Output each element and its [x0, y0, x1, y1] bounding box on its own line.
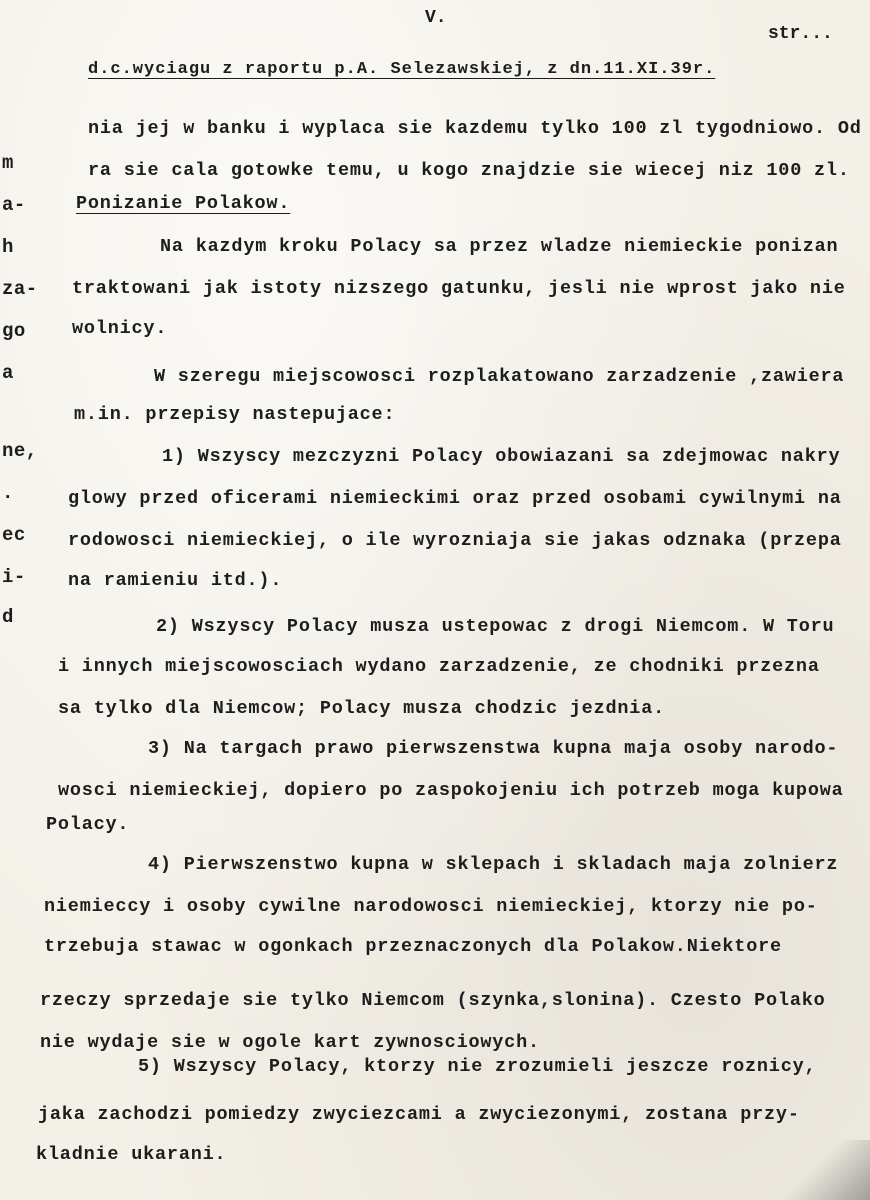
text-line: trzebuja stawac w ogonkach przeznaczonych dla Polakow.Niektore	[44, 936, 782, 957]
text-line: wosci niemieckiej, dopiero po zaspokojeniu ich potrzeb moga kupowa	[58, 780, 844, 801]
text-line: na ramieniu itd.).	[68, 570, 283, 591]
page-label: str...	[768, 24, 833, 44]
margin-fragment: a-	[2, 194, 26, 216]
text-line: traktowani jak istoty nizszego gatunku, jesli nie wprost jako nie	[72, 278, 846, 299]
text-line: 1) Wszyscy mezczyzni Polacy obowiazani sa zdejmowac nakry	[162, 446, 841, 467]
page-marker: V.	[425, 8, 447, 28]
left-margin	[0, 0, 48, 1200]
text-line: kladnie ukarani.	[36, 1144, 227, 1165]
margin-fragment: i-	[2, 566, 26, 588]
document-header: d.c.wyciagu z raportu p.A. Selezawskiej, z dn.11.XI.39r.	[88, 60, 716, 79]
text-line: 5) Wszyscy Polacy, ktorzy nie zrozumieli jeszcze roznicy,	[138, 1056, 817, 1077]
text-line: m.in. przepisy nastepujace:	[74, 404, 396, 425]
text-line: niemieccy i osoby cywilne narodowosci niemieckiej, ktorzy nie po-	[44, 896, 818, 917]
text-line: sa tylko dla Niemcow; Polacy musza chodzic jezdnia.	[58, 698, 665, 719]
margin-fragment: .	[2, 482, 14, 504]
text-line: W szeregu miejscowosci rozplakatowano zarzadzenie ,zawiera	[154, 366, 845, 387]
section-heading: Ponizanie Polakow.	[76, 193, 291, 214]
margin-fragment: za-	[2, 278, 38, 300]
text-line: nie wydaje sie w ogole kart zywnosciowych.	[40, 1032, 540, 1053]
margin-fragment: ne,	[2, 440, 38, 462]
text-line: jaka zachodzi pomiedzy zwyciezcami a zwyciezonymi, zostana przy-	[38, 1104, 800, 1125]
text-line: ra sie cala gotowke temu, u kogo znajdzie sie wiecej niz 100 zl.	[88, 160, 850, 181]
text-line: glowy przed oficerami niemieckimi oraz przed osobami cywilnymi na	[68, 488, 842, 509]
text-line: Polacy.	[46, 814, 130, 835]
text-line: wolnicy.	[72, 318, 168, 339]
text-line: rzeczy sprzedaje sie tylko Niemcom (szynka,slonina). Czesto Polako	[40, 990, 826, 1011]
margin-fragment: h	[2, 236, 14, 258]
text-line: 4) Pierwszenstwo kupna w sklepach i skladach maja zolnierz	[148, 854, 839, 875]
text-line: 2) Wszyscy Polacy musza ustepowac z drogi Niemcom. W Toru	[156, 616, 835, 637]
text-line: Na kazdym kroku Polacy sa przez wladze niemieckie ponizan	[160, 236, 839, 257]
margin-fragment: d	[2, 606, 14, 628]
text-line: rodowosci niemieckiej, o ile wyrozniaja sie jakas odznaka (przepa	[68, 530, 842, 551]
margin-fragment: m	[2, 152, 14, 174]
margin-fragment: a	[2, 362, 14, 384]
margin-fragment: go	[2, 320, 26, 342]
text-line: i innych miejscowosciach wydano zarzadzenie, ze chodniki przezna	[58, 656, 820, 677]
text-line: nia jej w banku i wyplaca sie kazdemu tylko 100 zl tygodniowo. Od	[88, 118, 862, 139]
margin-fragment: ec	[2, 524, 26, 546]
text-line: 3) Na targach prawo pierwszenstwa kupna maja osoby narodo-	[148, 738, 839, 759]
